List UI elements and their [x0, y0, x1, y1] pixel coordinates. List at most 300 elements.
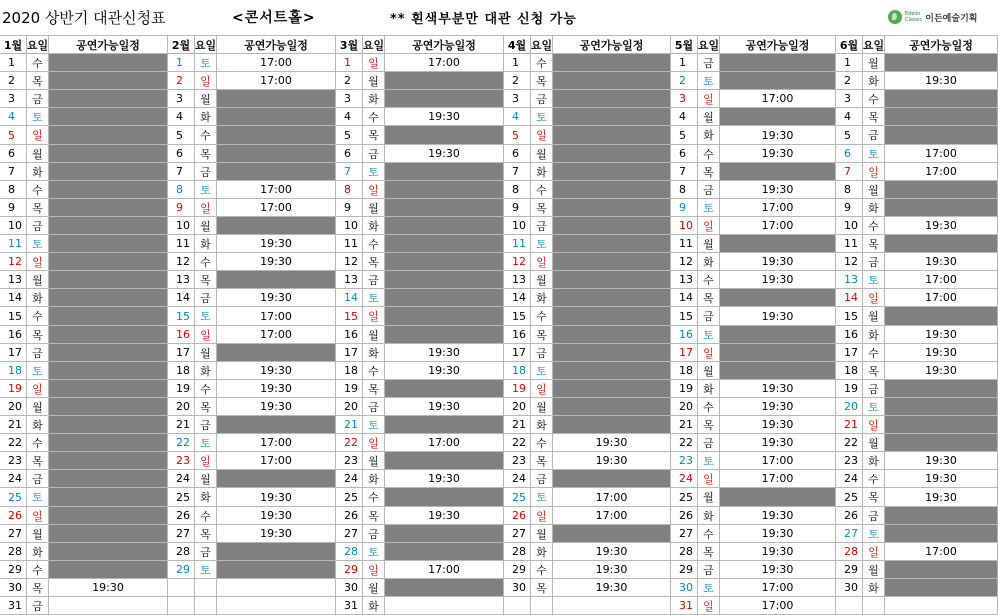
unavailable-slot	[885, 579, 998, 597]
day-number: 1	[0, 54, 27, 72]
day-number: 12	[504, 253, 531, 271]
weekday-label: 금	[363, 271, 385, 289]
weekday-label: 토	[363, 416, 385, 434]
unavailable-slot	[385, 271, 504, 289]
weekday-label: 일	[363, 181, 385, 199]
unavailable-slot	[885, 126, 998, 145]
day-number: 4	[671, 108, 698, 126]
available-slot[interactable]: 19:30	[720, 507, 836, 525]
available-slot[interactable]: 19:30	[720, 307, 836, 326]
available-slot[interactable]: 17:00	[720, 90, 836, 108]
day-number: 30	[0, 579, 27, 597]
day-number: 29	[336, 561, 363, 579]
weekday-label: 토	[27, 362, 49, 380]
unavailable-slot	[720, 54, 836, 72]
available-slot[interactable]: 17:00	[217, 307, 336, 326]
unavailable-slot	[49, 199, 168, 217]
weekday-label: 수	[363, 235, 385, 253]
available-slot[interactable]: 19:30	[217, 398, 336, 416]
available-slot[interactable]: 17:00	[885, 163, 998, 181]
day-number: 18	[836, 362, 863, 380]
available-slot[interactable]: 17:00	[720, 470, 836, 488]
weekday-label: 화	[27, 163, 49, 181]
unavailable-slot	[885, 199, 998, 217]
available-slot[interactable]: 17:00	[217, 326, 336, 344]
weekday-label: 토	[195, 181, 217, 199]
available-slot[interactable]: 19:30	[553, 561, 671, 579]
weekday-label: 일	[863, 543, 885, 561]
day-number: 15	[504, 307, 531, 326]
unavailable-slot	[885, 54, 998, 72]
day-number: 15	[671, 307, 698, 326]
unavailable-slot	[385, 126, 504, 145]
weekday-label: 월	[863, 54, 885, 72]
weekday-label: 월	[698, 488, 720, 507]
weekday-label: 일	[531, 253, 553, 271]
weekday-label: 수	[531, 181, 553, 199]
available-slot[interactable]: 17:00	[885, 271, 998, 289]
weekday-label: 토	[698, 579, 720, 597]
unavailable-slot	[553, 271, 671, 289]
day-number: 4	[336, 108, 363, 126]
day-number: 23	[0, 452, 27, 470]
day-number: 16	[336, 326, 363, 344]
available-slot[interactable]: 17:00	[385, 54, 504, 72]
unavailable-slot	[49, 145, 168, 163]
weekday-label: 일	[698, 344, 720, 362]
available-slot[interactable]: 17:00	[720, 452, 836, 470]
weekday-label: 금	[698, 181, 720, 199]
weekday-label: 토	[27, 108, 49, 126]
weekday-label: 금	[27, 90, 49, 108]
available-slot[interactable]: 19:30	[885, 217, 998, 235]
day-number: 8	[836, 181, 863, 199]
unavailable-slot	[720, 163, 836, 181]
unavailable-slot	[553, 253, 671, 271]
weekday-label: 금	[195, 289, 217, 307]
available-slot[interactable]: 19:30	[217, 488, 336, 507]
available-slot[interactable]: 19:30	[385, 344, 504, 362]
day-number: 5	[504, 126, 531, 145]
weekday-label: 금	[27, 344, 49, 362]
available-slot[interactable]: 19:30	[217, 253, 336, 271]
weekday-label: 수	[863, 217, 885, 235]
weekday-label: 목	[531, 199, 553, 217]
weekday-label: 화	[531, 543, 553, 561]
day-number: 12	[336, 253, 363, 271]
day-number: 12	[0, 253, 27, 271]
available-slot[interactable]: 17:00	[885, 543, 998, 561]
day-number: 9	[504, 199, 531, 217]
available-slot[interactable]: 19:30	[217, 362, 336, 380]
unavailable-slot	[553, 90, 671, 108]
unavailable-slot	[553, 72, 671, 90]
company-logo	[888, 7, 977, 27]
unavailable-slot	[553, 54, 671, 72]
available-slot[interactable]: 17:00	[217, 54, 336, 72]
day-number: 8	[671, 181, 698, 199]
day-number: 12	[168, 253, 195, 271]
day-number: 24	[168, 470, 195, 488]
weekday-label: 금	[863, 253, 885, 271]
day-number: 25	[504, 488, 531, 507]
unavailable-slot	[553, 398, 671, 416]
available-slot[interactable]: 17:00	[720, 217, 836, 235]
available-slot[interactable]: 19:30	[553, 543, 671, 561]
available-slot[interactable]: 19:30	[553, 434, 671, 452]
day-number: 17	[836, 344, 863, 362]
available-slot[interactable]: 17:00	[217, 434, 336, 452]
available-slot[interactable]: 19:30	[720, 416, 836, 434]
day-number: 26	[671, 507, 698, 525]
available-slot[interactable]: 19:30	[385, 145, 504, 163]
weekday-label: 수	[863, 90, 885, 108]
slot-header: 공연가능일정	[385, 36, 504, 54]
day-number: 17	[0, 344, 27, 362]
day-number: 17	[671, 344, 698, 362]
weekday-label: 월	[195, 344, 217, 362]
day-number: 28	[336, 543, 363, 561]
available-slot[interactable]: 19:30	[553, 579, 671, 597]
day-number: 31	[336, 597, 363, 615]
available-slot[interactable]: 19:30	[885, 452, 998, 470]
weekday-label: 월	[363, 199, 385, 217]
weekday-header: 요일	[531, 36, 553, 54]
day-number: 20	[0, 398, 27, 416]
available-slot[interactable]: 19:30	[885, 72, 998, 90]
weekday-label: 화	[698, 507, 720, 525]
available-slot[interactable]: 19:30	[217, 507, 336, 525]
day-number: 30	[836, 579, 863, 597]
day-number: 30	[671, 579, 698, 597]
day-number: 20	[336, 398, 363, 416]
day-number: 31	[671, 597, 698, 615]
day-number: 10	[504, 217, 531, 235]
weekday-label: 일	[363, 434, 385, 452]
unavailable-slot	[49, 561, 168, 579]
available-slot[interactable]: 19:30	[720, 543, 836, 561]
weekday-label: 토	[698, 452, 720, 470]
available-slot[interactable]: 19:30	[720, 253, 836, 271]
unavailable-slot	[217, 543, 336, 561]
weekday-label: 금	[698, 434, 720, 452]
day-number: 11	[168, 235, 195, 253]
day-number: 25	[671, 488, 698, 507]
available-slot[interactable]: 19:30	[217, 380, 336, 398]
empty-cell	[885, 597, 998, 615]
unavailable-slot	[385, 488, 504, 507]
available-slot[interactable]: 19:30	[720, 398, 836, 416]
day-number: 24	[671, 470, 698, 488]
weekday-label: 금	[27, 470, 49, 488]
weekday-label: 목	[27, 579, 49, 597]
logo-small-line-2: Classic	[905, 17, 923, 23]
weekday-label: 목	[195, 525, 217, 543]
unavailable-slot	[553, 108, 671, 126]
weekday-label: 목	[698, 416, 720, 434]
day-number: 8	[504, 181, 531, 199]
day-number: 1	[671, 54, 698, 72]
day-number: 28	[671, 543, 698, 561]
available-slot[interactable]: 17:00	[720, 199, 836, 217]
weekday-label: 화	[531, 416, 553, 434]
available-slot[interactable]: 19:30	[385, 362, 504, 380]
available-slot[interactable]: 17:00	[217, 181, 336, 199]
weekday-label: 일	[531, 507, 553, 525]
weekday-label: 일	[27, 126, 49, 145]
available-slot[interactable]: 17:00	[885, 145, 998, 163]
weekday-label: 목	[27, 452, 49, 470]
day-number: 2	[671, 72, 698, 90]
available-slot[interactable]: 19:30	[49, 579, 168, 597]
weekday-label: 목	[531, 579, 553, 597]
day-number: 29	[0, 561, 27, 579]
available-slot[interactable]: 19:30	[720, 271, 836, 289]
unavailable-slot	[720, 488, 836, 507]
leaf-logo-icon	[888, 10, 902, 24]
weekday-label: 토	[863, 271, 885, 289]
available-slot[interactable]: 17:00	[385, 561, 504, 579]
weekday-label: 금	[363, 398, 385, 416]
day-number: 11	[0, 235, 27, 253]
day-number: 14	[504, 289, 531, 307]
available-slot[interactable]: 19:30	[217, 289, 336, 307]
weekday-label: 토	[195, 434, 217, 452]
available-slot[interactable]: 19:30	[885, 253, 998, 271]
month-header: 1월	[0, 36, 27, 54]
available-slot[interactable]: 17:00	[885, 289, 998, 307]
weekday-label: 목	[195, 271, 217, 289]
unavailable-slot	[217, 416, 336, 434]
day-number: 6	[671, 145, 698, 163]
available-slot[interactable]: 19:30	[885, 362, 998, 380]
day-number: 8	[168, 181, 195, 199]
unavailable-slot	[49, 434, 168, 452]
day-number: 11	[836, 235, 863, 253]
unavailable-slot	[553, 217, 671, 235]
weekday-label: 월	[863, 561, 885, 579]
unavailable-slot	[553, 416, 671, 434]
day-number: 9	[336, 199, 363, 217]
available-slot[interactable]: 17:00	[553, 488, 671, 507]
weekday-label: 일	[363, 54, 385, 72]
day-number: 23	[168, 452, 195, 470]
day-number: 2	[336, 72, 363, 90]
weekday-label: 월	[195, 470, 217, 488]
unavailable-slot	[217, 470, 336, 488]
available-slot[interactable]: 17:00	[720, 597, 836, 615]
day-number: 29	[168, 561, 195, 579]
unavailable-slot	[885, 416, 998, 434]
available-slot[interactable]: 19:30	[217, 235, 336, 253]
weekday-label: 일	[698, 217, 720, 235]
available-slot[interactable]: 19:30	[217, 525, 336, 543]
empty-cell	[168, 597, 195, 615]
weekday-label: 수	[531, 307, 553, 326]
weekday-label: 금	[863, 507, 885, 525]
unavailable-slot	[385, 307, 504, 326]
available-slot[interactable]: 19:30	[385, 108, 504, 126]
unavailable-slot	[217, 126, 336, 145]
available-slot[interactable]: 17:00	[385, 434, 504, 452]
day-number: 14	[336, 289, 363, 307]
unavailable-slot	[49, 362, 168, 380]
unavailable-slot	[49, 289, 168, 307]
weekday-label: 수	[27, 181, 49, 199]
available-slot[interactable]	[385, 597, 504, 615]
weekday-label: 수	[195, 507, 217, 525]
empty-cell	[217, 597, 336, 615]
unavailable-slot	[217, 217, 336, 235]
day-number: 26	[168, 507, 195, 525]
unavailable-slot	[385, 90, 504, 108]
available-slot[interactable]: 19:30	[885, 344, 998, 362]
available-slot[interactable]: 19:30	[385, 507, 504, 525]
weekday-label: 목	[531, 326, 553, 344]
unavailable-slot	[885, 307, 998, 326]
day-number: 31	[0, 597, 27, 615]
weekday-label: 목	[195, 145, 217, 163]
day-number: 26	[0, 507, 27, 525]
unavailable-slot	[49, 470, 168, 488]
available-slot[interactable]: 19:30	[885, 470, 998, 488]
unavailable-slot	[49, 90, 168, 108]
weekday-label: 토	[195, 561, 217, 579]
unavailable-slot	[385, 181, 504, 199]
day-number: 17	[336, 344, 363, 362]
available-slot[interactable]: 19:30	[720, 380, 836, 398]
weekday-label: 화	[195, 108, 217, 126]
day-number: 20	[671, 398, 698, 416]
day-number: 4	[836, 108, 863, 126]
day-number: 24	[336, 470, 363, 488]
available-slot[interactable]: 19:30	[885, 488, 998, 507]
available-slot[interactable]: 17:00	[217, 72, 336, 90]
day-number: 6	[836, 145, 863, 163]
weekday-label: 토	[363, 543, 385, 561]
available-slot[interactable]: 19:30	[720, 181, 836, 199]
unavailable-slot	[385, 217, 504, 235]
unavailable-slot	[385, 380, 504, 398]
day-number: 21	[836, 416, 863, 434]
weekday-label: 토	[531, 235, 553, 253]
day-number: 18	[168, 362, 195, 380]
day-number: 16	[671, 326, 698, 344]
day-number: 28	[168, 543, 195, 561]
day-number: 18	[0, 362, 27, 380]
unavailable-slot	[217, 561, 336, 579]
unavailable-slot	[553, 326, 671, 344]
day-number: 5	[168, 126, 195, 145]
weekday-label: 월	[363, 326, 385, 344]
available-slot[interactable]: 19:30	[720, 561, 836, 579]
day-number: 7	[836, 163, 863, 181]
day-number: 22	[168, 434, 195, 452]
available-slot[interactable]: 19:30	[720, 434, 836, 452]
weekday-label: 일	[27, 253, 49, 271]
day-number: 18	[671, 362, 698, 380]
day-number: 25	[336, 488, 363, 507]
day-number: 29	[504, 561, 531, 579]
weekday-label: 일	[195, 452, 217, 470]
available-slot[interactable]: 19:30	[720, 126, 836, 145]
weekday-label: 토	[698, 199, 720, 217]
unavailable-slot	[217, 344, 336, 362]
unavailable-slot	[49, 543, 168, 561]
available-slot[interactable]: 17:00	[217, 199, 336, 217]
day-number: 2	[504, 72, 531, 90]
weekday-label: 금	[363, 145, 385, 163]
weekday-label: 수	[27, 561, 49, 579]
unavailable-slot	[553, 163, 671, 181]
available-slot[interactable]: 19:30	[720, 525, 836, 543]
weekday-label: 목	[363, 380, 385, 398]
unavailable-slot	[385, 326, 504, 344]
weekday-label: 금	[27, 217, 49, 235]
weekday-header: 요일	[195, 36, 217, 54]
weekday-label: 목	[27, 199, 49, 217]
available-slot[interactable]: 19:30	[720, 145, 836, 163]
weekday-label: 토	[531, 488, 553, 507]
unavailable-slot	[885, 507, 998, 525]
available-slot[interactable]: 19:30	[553, 452, 671, 470]
weekday-label: 화	[698, 253, 720, 271]
day-number: 30	[504, 579, 531, 597]
available-slot[interactable]: 19:30	[385, 470, 504, 488]
unavailable-slot	[385, 543, 504, 561]
day-number: 27	[168, 525, 195, 543]
unavailable-slot	[720, 289, 836, 307]
slot-header: 공연가능일정	[885, 36, 998, 54]
unavailable-slot	[49, 253, 168, 271]
unavailable-slot	[885, 108, 998, 126]
weekday-label: 금	[863, 380, 885, 398]
weekday-label: 수	[863, 470, 885, 488]
unavailable-slot	[49, 126, 168, 145]
empty-cell	[168, 579, 195, 597]
day-number: 13	[671, 271, 698, 289]
unavailable-slot	[217, 271, 336, 289]
day-number: 19	[336, 380, 363, 398]
weekday-label: 일	[27, 380, 49, 398]
weekday-label: 수	[195, 126, 217, 145]
available-slot[interactable]: 17:00	[217, 452, 336, 470]
day-number: 22	[0, 434, 27, 452]
day-number: 23	[671, 452, 698, 470]
available-slot[interactable]: 19:30	[385, 398, 504, 416]
weekday-label: 금	[698, 54, 720, 72]
available-slot[interactable]: 19:30	[885, 326, 998, 344]
available-slot[interactable]	[49, 597, 168, 615]
unavailable-slot	[885, 398, 998, 416]
weekday-label: 토	[363, 289, 385, 307]
unavailable-slot	[385, 452, 504, 470]
logo-small-line-1: Edelin	[905, 11, 921, 17]
weekday-label: 일	[27, 507, 49, 525]
unavailable-slot	[553, 145, 671, 163]
day-number: 14	[671, 289, 698, 307]
unavailable-slot	[49, 181, 168, 199]
weekday-label: 수	[531, 434, 553, 452]
available-slot[interactable]: 17:00	[720, 579, 836, 597]
available-slot[interactable]: 17:00	[553, 507, 671, 525]
weekday-label: 월	[27, 398, 49, 416]
weekday-label: 월	[363, 579, 385, 597]
unavailable-slot	[49, 452, 168, 470]
weekday-label: 화	[195, 488, 217, 507]
day-number: 3	[671, 90, 698, 108]
day-number: 13	[504, 271, 531, 289]
